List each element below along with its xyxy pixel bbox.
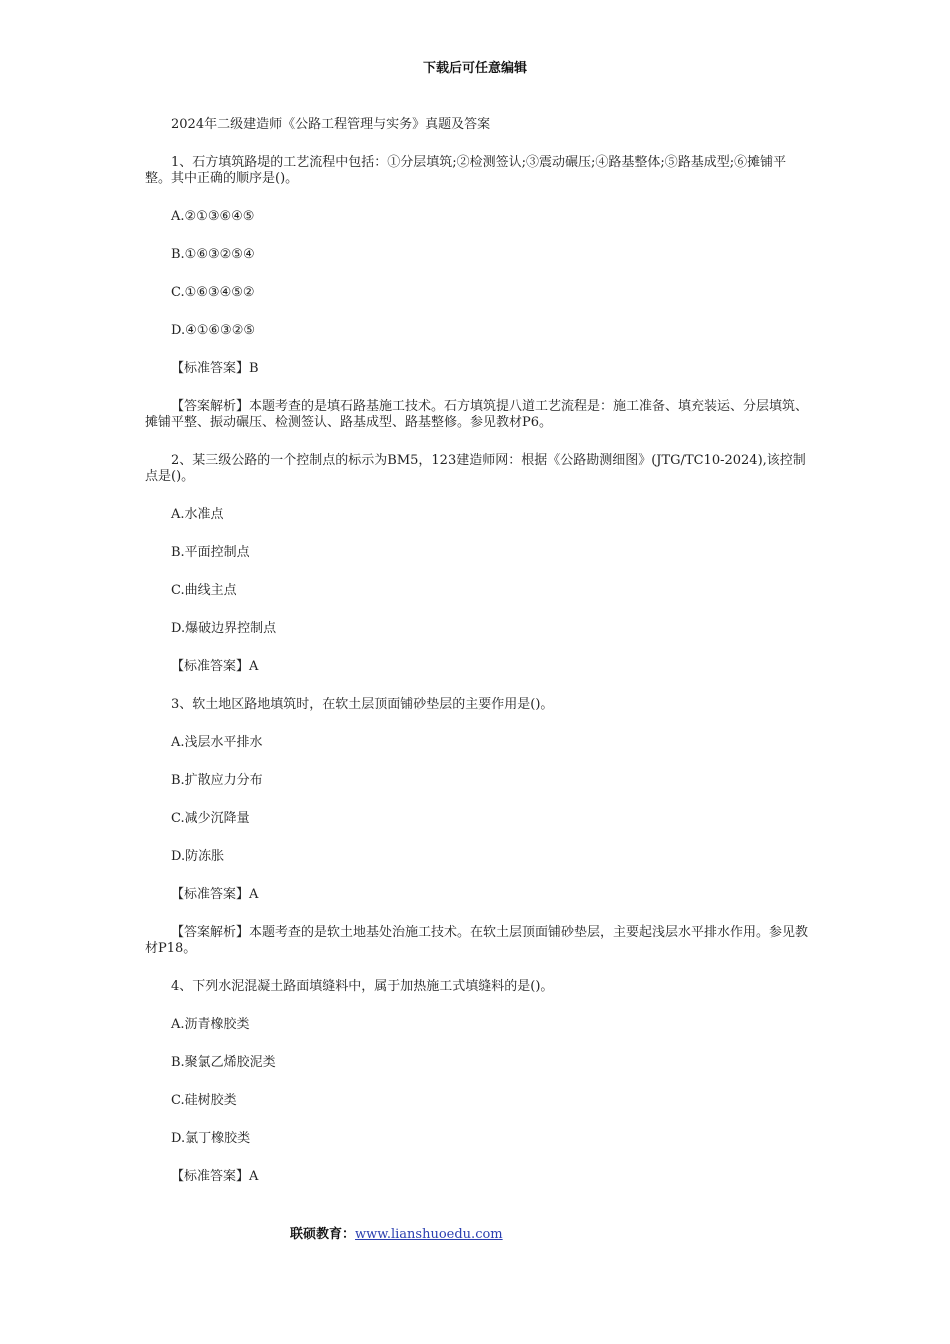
option-3d: D.防冻胀 — [171, 849, 225, 864]
option-4d: D.氯丁橡胶类 — [171, 1131, 251, 1146]
footer-label: 联硕教育： — [290, 1227, 356, 1242]
document-body — [145, 117, 810, 1185]
page-footer — [290, 1223, 503, 1242]
answer-4: 【标准答案】A — [171, 1169, 259, 1184]
question-2: 2、某三级公路的一个控制点的标示为BM5，123建造师网：根据《公路勘测细图》(JTG/TC10-2024),该控制点是()。 — [145, 453, 806, 484]
option-2b: B.平面控制点 — [171, 545, 250, 560]
option-1b: B.①⑥③②⑤④ — [171, 247, 255, 262]
option-2a: A.水准点 — [171, 507, 224, 522]
option-3a: A.浅层水平排水 — [171, 735, 263, 750]
question-1: 1、石方填筑路堤的工艺流程中包括：①分层填筑;②检测签认;③震动碾压;④路基整体;⑤路基成型;⑥摊铺平整。其中正确的顺序是()。 — [145, 155, 787, 186]
analysis-3: 【答案解析】本题考查的是软土地基处治施工技术。在软土层顶面铺砂垫层，主要起浅层水平排水作用。参见教材P18。 — [145, 925, 809, 956]
answer-3: 【标准答案】A — [171, 887, 259, 902]
option-4c: C.硅树胶类 — [171, 1093, 237, 1108]
option-3b: B.扩散应力分布 — [171, 773, 263, 788]
option-4b: B.聚氯乙烯胶泥类 — [171, 1055, 276, 1070]
page-header: 下载后可任意编辑 — [422, 61, 527, 76]
footer-website-link[interactable]: www.lianshuoedu.com — [355, 1227, 503, 1242]
option-1a: A.②①③⑥④⑤ — [171, 209, 255, 224]
question-4: 4、下列水泥混凝土路面填缝料中，属于加热施工式填缝料的是()。 — [171, 979, 554, 994]
analysis-1: 【答案解析】本题考查的是填石路基施工技术。石方填筑提八道工艺流程是：施工准备、填充装运、分层填筑、摊铺平整、振动碾压、检测签认、路基成型、路基整修。参见教材P6。 — [145, 399, 809, 430]
question-3: 3、软土地区路地填筑时，在软土层顶面铺砂垫层的主要作用是()。 — [171, 697, 554, 712]
option-3c: C.减少沉降量 — [171, 811, 250, 826]
doc-title: 2024年二级建造师《公路工程管理与实务》真题及答案 — [171, 117, 491, 132]
option-1c: C.①⑥③④⑤② — [171, 285, 255, 300]
option-2c: C.曲线主点 — [171, 583, 237, 598]
option-2d: D.爆破边界控制点 — [171, 621, 277, 636]
option-4a: A.沥青橡胶类 — [171, 1017, 250, 1032]
option-1d: D.④①⑥③②⑤ — [171, 323, 256, 338]
answer-1: 【标准答案】B — [171, 361, 259, 376]
answer-2: 【标准答案】A — [171, 659, 259, 674]
